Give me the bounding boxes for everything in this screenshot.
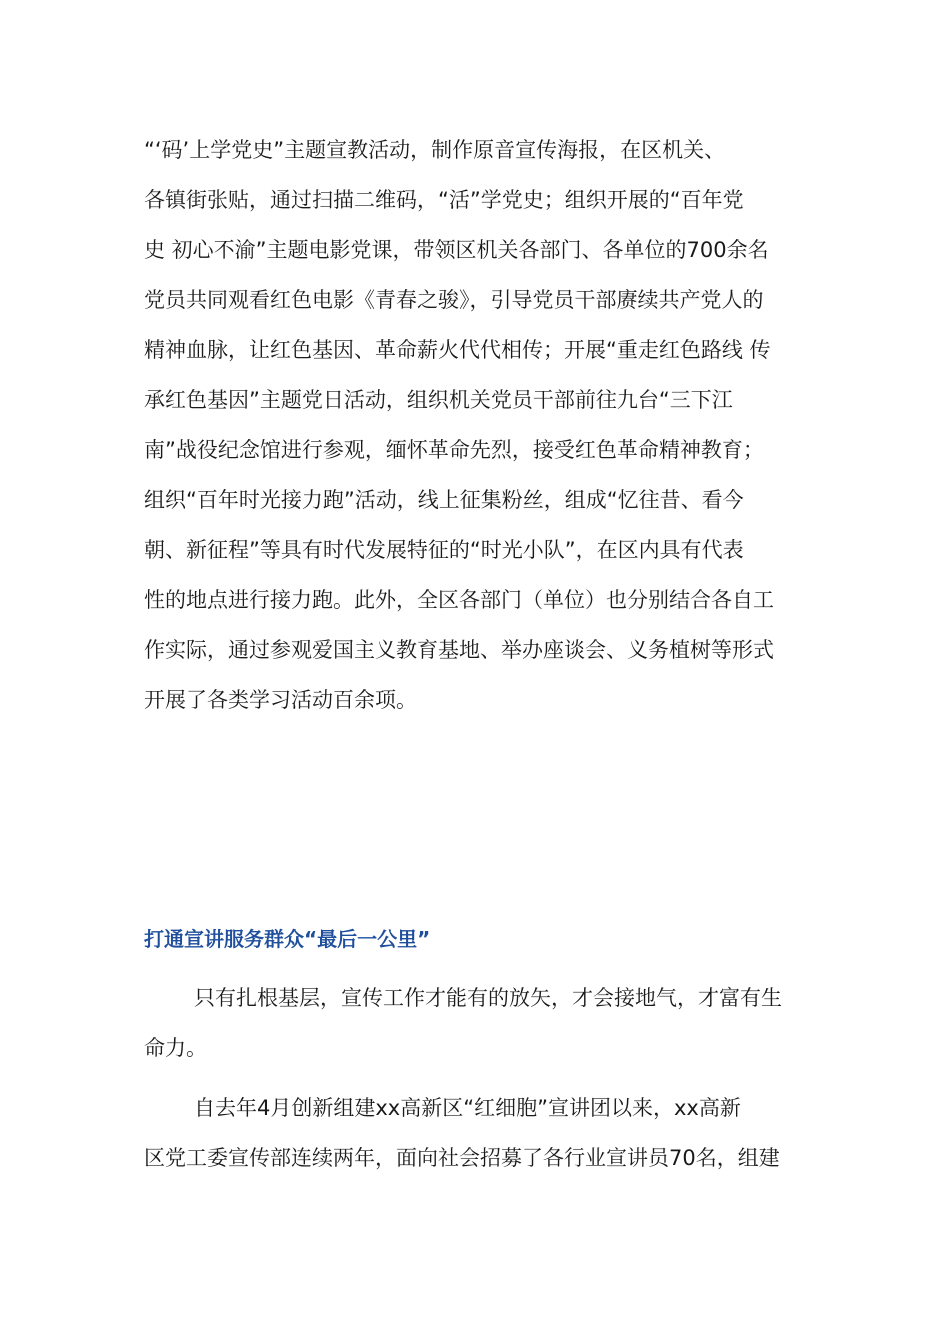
paragraph-line: 承红色基因”主题党日活动，组织机关党员干部前往九台“三下江 xyxy=(144,388,733,412)
body-paragraph-lecture-team xyxy=(144,1083,808,1183)
paragraph-line: 命力。 xyxy=(144,1036,207,1060)
paragraph-line: 只有扎根基层，宣传工作才能有的放矢，才会接地气，才富有生 xyxy=(194,986,782,1010)
paragraph-line: 朝、新征程”等具有时代发展特征的“时光小队”，在区内具有代表 xyxy=(144,538,744,562)
section-heading: 打通宣讲服务群众“最后一公里” xyxy=(144,927,431,951)
paragraph-line: 开展了各类学习活动百余项。 xyxy=(144,688,417,712)
paragraph-line: 党员共同观看红色电影《青春之骏》，引导党员干部赓续共产党人的 xyxy=(144,288,764,312)
paragraph-line: 区党工委宣传部连续两年，面向社会招募了各行业宣讲员70名，组建 xyxy=(144,1146,780,1170)
paragraph-line: 南”战役纪念馆进行参观，缅怀革命先烈，接受红色革命精神教育； xyxy=(144,438,764,462)
body-paragraph-grassroots xyxy=(144,973,808,1073)
paragraph-line: 史 初心不渝”主题电影党课，带领区机关各部门、各单位的700余名 xyxy=(144,238,769,262)
paragraph-line: 精神血脉，让红色基因、革命薪火代代相传；开展“重走红色路线 传 xyxy=(144,338,771,362)
body-paragraph-activities xyxy=(144,125,808,725)
paragraph-line: 各镇街张贴，通过扫描二维码，“活”学党史；组织开展的“百年党 xyxy=(144,188,744,212)
paragraph-line: 组织“百年时光接力跑”活动，线上征集粉丝，组成“忆往昔、看今 xyxy=(144,488,744,512)
paragraph-line: “‘码’上学党史”主题宣教活动，制作原音宣传海报，在区机关、 xyxy=(144,138,726,162)
paragraph-line: 自去年4月创新组建xx高新区“红细胞”宣讲团以来，xx高新 xyxy=(194,1096,741,1120)
paragraph-line: 性的地点进行接力跑。此外，全区各部门（单位）也分别结合各自工 xyxy=(144,588,774,612)
paragraph-line: 作实际，通过参观爱国主义教育基地、举办座谈会、义务植树等形式 xyxy=(144,638,774,662)
